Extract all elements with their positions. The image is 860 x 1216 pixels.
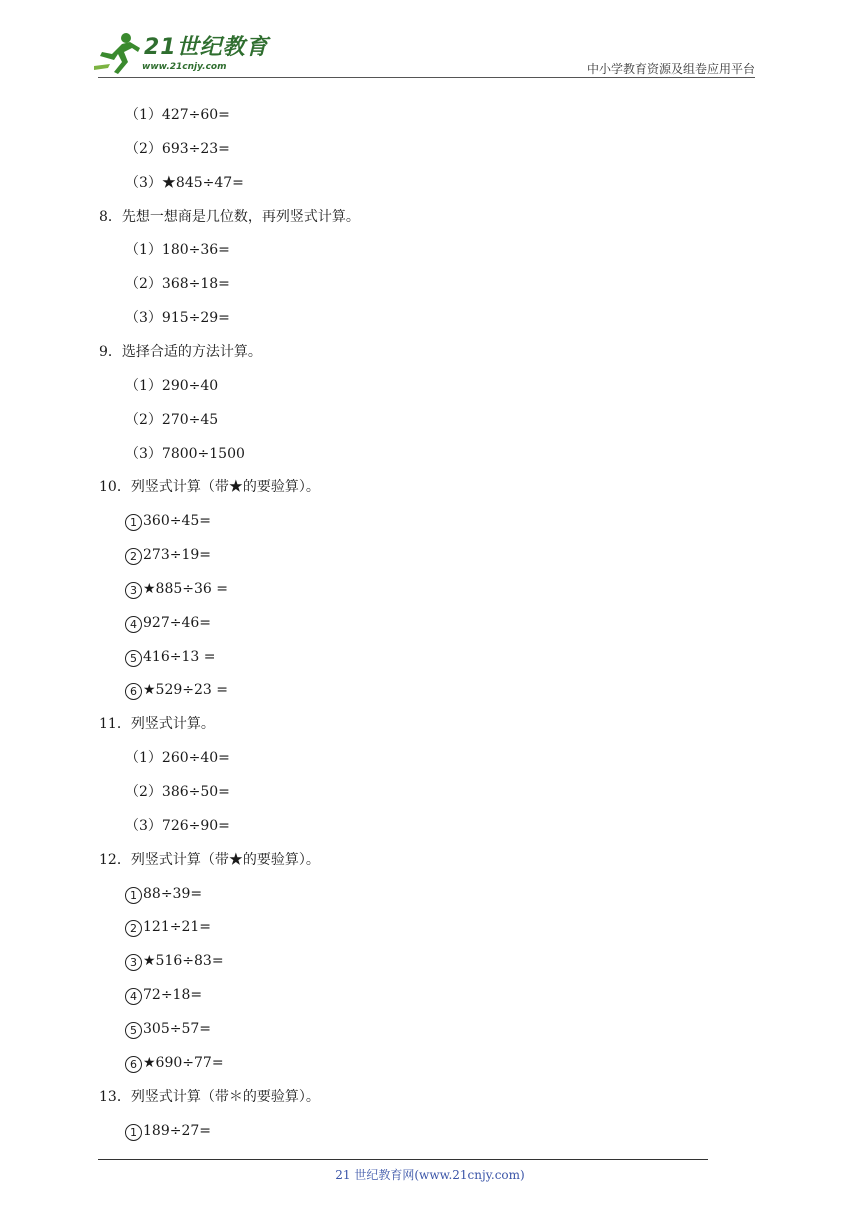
problem-item: [125, 1020, 211, 1039]
circled-number: 1: [125, 514, 142, 531]
problem-item: [125, 512, 211, 531]
problem-item: [125, 445, 245, 463]
site-logo[interactable]: [92, 30, 272, 78]
problem-text: 88÷39=: [143, 886, 203, 902]
problem-item: [125, 1054, 224, 1073]
problem-text: （2）368÷18=: [125, 276, 230, 292]
problem-item: [125, 885, 202, 904]
footer-divider: [98, 1159, 708, 1160]
problem-text: （3）7800÷1500: [125, 446, 245, 462]
problem-text: （1）260÷40=: [125, 750, 230, 766]
question-text: 13．列竖式计算（带＊的要验算）。: [99, 1089, 320, 1105]
footer-link[interactable]: 21 世纪教育网(www.21cnjy.com): [335, 1168, 525, 1182]
question-heading: [99, 851, 320, 869]
problem-item: [125, 952, 224, 971]
logo-text: 21世纪教育: [144, 35, 269, 60]
problem-text: ★690÷77=: [143, 1055, 224, 1071]
problem-item: [125, 986, 202, 1005]
header-platform-text: 中小学教育资源及组卷应用平台: [586, 62, 755, 76]
problem-item: [125, 377, 218, 395]
question-heading: [99, 208, 360, 226]
problem-item: [125, 648, 215, 667]
question-text: 9．选择合适的方法计算。: [99, 344, 262, 360]
problem-text: 927÷46=: [143, 615, 211, 631]
circled-number: 3: [125, 954, 142, 971]
circled-number: 5: [125, 1022, 142, 1039]
problem-item: [125, 1122, 211, 1141]
circled-number: 1: [125, 887, 142, 904]
problem-text: （2）386÷50=: [125, 784, 230, 800]
circled-number: 1: [125, 1124, 142, 1141]
question-text: 8．先想一想商是几位数，再列竖式计算。: [99, 209, 360, 225]
problem-text: 273÷19=: [143, 547, 211, 563]
circled-number: 6: [125, 683, 142, 700]
problem-item: [125, 309, 230, 327]
header-divider: [98, 77, 755, 78]
circled-number: 3: [125, 582, 142, 599]
problem-item: [125, 275, 230, 293]
problem-item: [125, 546, 211, 565]
circled-number: 4: [125, 616, 142, 633]
problem-text: （3）726÷90=: [125, 818, 230, 834]
question-heading: [99, 343, 262, 361]
problem-text: ★516÷83=: [143, 953, 224, 969]
question-text: 10．列竖式计算（带★的要验算）。: [99, 479, 320, 495]
problem-text: ★529÷23 =: [143, 682, 228, 698]
circled-number: 4: [125, 988, 142, 1005]
circled-number: 2: [125, 920, 142, 937]
circled-number: 2: [125, 548, 142, 565]
problem-text: （3）★845÷47=: [125, 175, 244, 191]
problem-text: 305÷57=: [143, 1021, 211, 1037]
problem-text: （2）270÷45: [125, 412, 219, 428]
circled-number: 6: [125, 1056, 142, 1073]
problem-item: [125, 918, 211, 937]
problem-item: [125, 749, 230, 767]
question-heading: [99, 1088, 320, 1106]
problem-text: 416÷13 =: [143, 649, 216, 665]
question-text: 11．列竖式计算。: [99, 716, 215, 732]
problem-text: （1）427÷60=: [125, 107, 230, 123]
problem-item: [125, 106, 230, 124]
problem-text: 72÷18=: [143, 987, 203, 1003]
problem-item: [125, 140, 230, 158]
problem-text: 121÷21=: [143, 919, 211, 935]
problem-text: （2）693÷23=: [125, 141, 230, 157]
running-figure-icon: [92, 32, 142, 76]
problem-text: 360÷45=: [143, 513, 211, 529]
problem-item: [125, 241, 230, 259]
problem-item: [125, 411, 218, 429]
problem-text: 189÷27=: [143, 1123, 211, 1139]
circled-number: 5: [125, 650, 142, 667]
problem-text: （1）290÷40: [125, 378, 219, 394]
question-heading: [99, 715, 215, 733]
question-text: 12．列竖式计算（带★的要验算）。: [99, 852, 320, 868]
problem-text: ★885÷36 =: [143, 581, 228, 597]
problem-item: [125, 681, 228, 700]
problem-item: [125, 580, 228, 599]
problem-item: [125, 614, 211, 633]
problem-text: （1）180÷36=: [125, 242, 230, 258]
page-header: [0, 0, 860, 80]
problem-item: [125, 174, 244, 192]
problem-item: [125, 817, 230, 835]
question-heading: [99, 478, 320, 496]
logo-url: www.21cnjy.com: [142, 62, 227, 72]
problem-item: [125, 783, 230, 801]
problem-text: （3）915÷29=: [125, 310, 230, 326]
